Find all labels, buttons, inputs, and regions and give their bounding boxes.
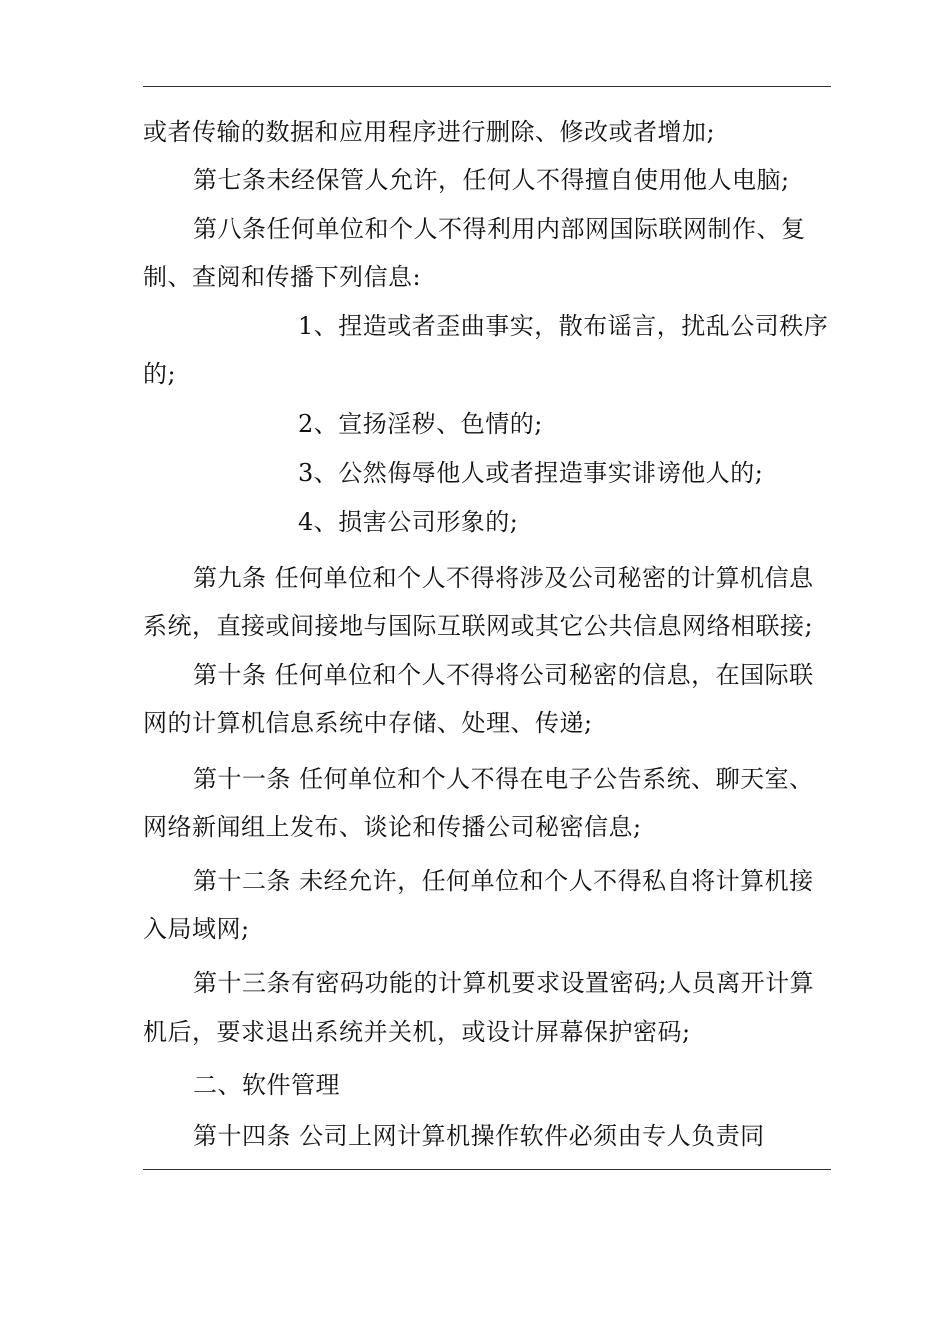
text-line: 4、损害公司形象的; xyxy=(298,508,519,536)
text-line: 第十条 任何单位和个人不得将公司秘密的信息，在国际联 xyxy=(193,661,814,689)
text-line: 第七条未经保管人允许，任何人不得擅自使用他人电脑; xyxy=(193,166,790,194)
text-line: 2、宣扬淫秽、色情的; xyxy=(298,410,543,438)
text-line: 1、捏造或者歪曲事实，散布谣言，扰乱公司秩序 xyxy=(298,312,829,340)
text-line: 网络新闻组上发布、谈论和传播公司秘密信息; xyxy=(143,813,642,841)
footer-rule xyxy=(143,1169,831,1170)
text-line: 或者传输的数据和应用程序进行删除、修改或者增加; xyxy=(143,118,716,146)
text-line: 系统，直接或间接地与国际互联网或其它公共信息网络相联接; xyxy=(143,612,814,640)
text-line: 入局域网; xyxy=(143,915,250,943)
text-line: 3、公然侮辱他人或者捏造事实诽谤他人的; xyxy=(298,459,764,487)
text-line: 制、查阅和传播下列信息: xyxy=(143,263,422,291)
text-line: 第十一条 任何单位和个人不得在电子公告系统、聊天室、 xyxy=(193,765,814,793)
text-line: 第十二条 未经允许，任何单位和个人不得私自将计算机接 xyxy=(193,867,814,895)
text-line: 第八条任何单位和个人不得利用内部网国际联网制作、复 xyxy=(193,215,806,243)
section-heading: 二、软件管理 xyxy=(193,1071,340,1099)
header-rule xyxy=(143,86,831,87)
text-line: 的; xyxy=(143,360,177,388)
text-line: 机后，要求退出系统并关机，或设计屏幕保护密码; xyxy=(143,1018,691,1046)
text-line: 第十三条有密码功能的计算机要求设置密码;人员离开计算 xyxy=(193,969,815,997)
text-line: 第十四条 公司上网计算机操作软件必须由专人负责同 xyxy=(193,1122,765,1150)
text-line: 网的计算机信息系统中存储、处理、传递; xyxy=(143,709,593,737)
text-line: 第九条 任何单位和个人不得将涉及公司秘密的计算机信息 xyxy=(193,564,814,592)
